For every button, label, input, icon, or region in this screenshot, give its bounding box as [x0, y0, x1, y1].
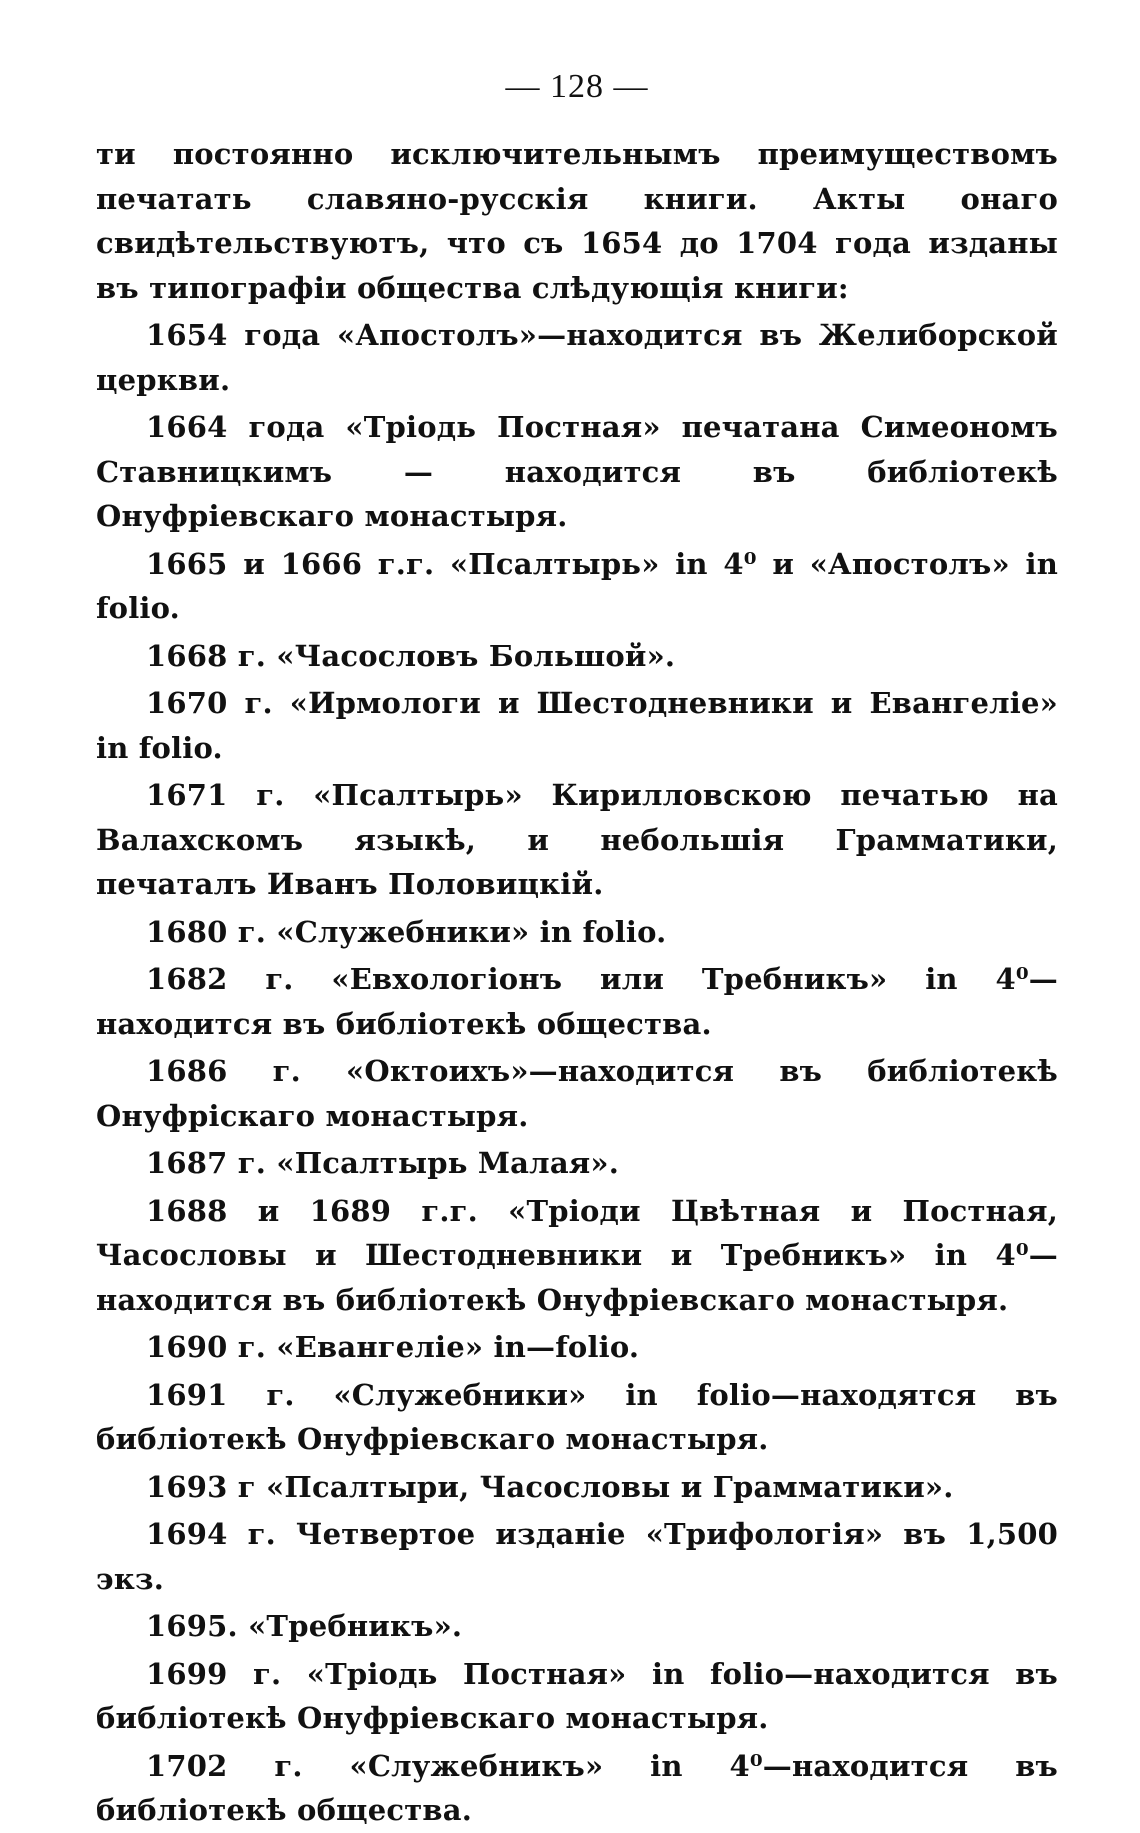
- entry-1686: 1686 г. «Октоихъ»—находится въ библіотекѣ Онуфріскаго монастыря.: [96, 1054, 1058, 1133]
- entry-1702: 1702 г. «Служебникъ» in 4⁰—находится въ библіотекѣ общества.: [96, 1748, 1058, 1827]
- paragraph-continuation: ти постоянно исключительнымъ преимуществомъ печатать славяно-русскія книги. Акты онаго свидѣтельствуютъ, что съ 1654 до 1704 года изданы въ типографіи общества слѣдующія книги:: [96, 137, 1058, 305]
- entry-1670: 1670 г. «Ирмологи и Шестодневники и Евангеліе» in folio.: [96, 686, 1058, 765]
- entry-1695: 1695. «Требникъ».: [146, 1609, 463, 1643]
- body-text: [96, 132, 1058, 1833]
- entry-1665-1666: 1665 и 1666 г.г. «Псалтырь» in 4⁰ и «Апостолъ» in folio.: [96, 546, 1058, 625]
- entry-1691: 1691 г. «Служебники» in folio—находятся въ библіотекѣ Онуфріевскаго монастыря.: [96, 1377, 1058, 1456]
- entry-1680: 1680 г. «Служебники» in folio.: [146, 914, 667, 949]
- entry-1664: 1664 года «Тріодь Постная» печатана Симеономъ Ставницкимъ — находится въ библіотекѣ Онуфріевскаго монастыря.: [96, 410, 1058, 533]
- entry-1668: 1668 г. «Часословъ Большой».: [146, 638, 676, 673]
- entry-1690: 1690 г. «Евангеліе» in—folio.: [146, 1330, 640, 1364]
- entry-1654: 1654 года «Апостолъ»—находится въ Желиборской церкви.: [96, 318, 1058, 397]
- entry-1693: 1693 г «Псалтыри, Часословы и Грамматики».: [146, 1469, 954, 1504]
- page-number: — 128 —: [505, 68, 649, 105]
- entry-1687: 1687 г. «Псалтырь Малая».: [146, 1146, 620, 1180]
- entry-1688-1689: 1688 и 1689 г.г. «Тріоди Цвѣтная и Постная, Часословы и Шестодневники и Требникъ» in 4⁰—находится въ библіотекѣ Онуфріевскаго монастыря.: [96, 1193, 1058, 1317]
- entry-1699: 1699 г. «Тріодь Постная» in folio—находится въ библіотекѣ Онуфріевскаго монастыря.: [96, 1656, 1058, 1735]
- entry-1682: 1682 г. «Евхологіонъ или Требникъ» in 4⁰—находится въ библіотекѣ общества.: [96, 962, 1058, 1041]
- entry-1694: 1694 г. Четвертое изданіе «Трифологія» въ 1,500 экз.: [96, 1517, 1058, 1596]
- entry-1671: 1671 г. «Псалтырь» Кирилловскою печатью на Валахскомъ языкѣ, и небольшія Грамматики, печаталъ Иванъ Половицкій.: [96, 778, 1058, 901]
